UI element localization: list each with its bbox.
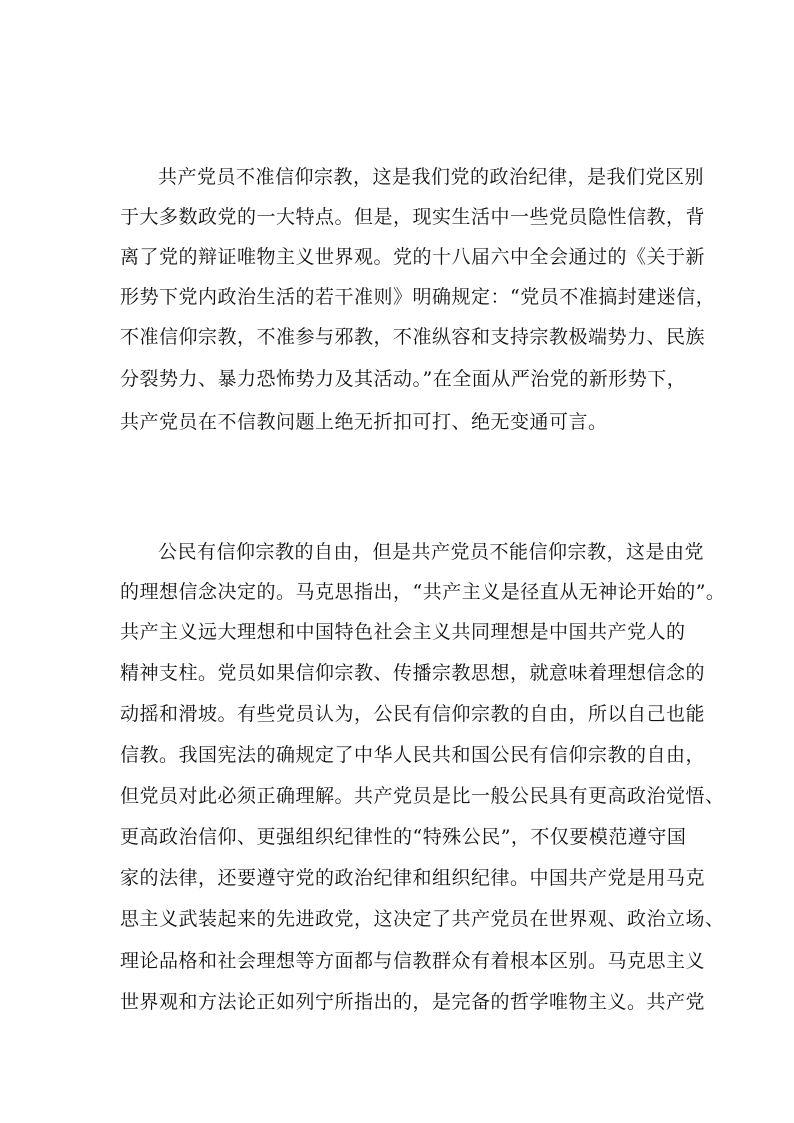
paragraph-1-line-3: 离了党的辩证唯物主义世界观。党的十八届六中全会通过的《关于新 — [120, 246, 706, 268]
paragraph-1-line-1: 共产党员不准信仰宗教，这是我们党的政治纪律，是我们党区别 — [158, 166, 705, 188]
paragraph-2-line-4: 精神支柱。党员如果信仰宗教、传播宗教思想，就意味着理想信念的 — [120, 662, 706, 684]
paragraph-2-line-6: 信教。我国宪法的确规定了中华人民共和国公民有信仰宗教的自由， — [120, 744, 706, 766]
paragraph-2-line-10: 思主义武装起来的先进政党，这决定了共产党员在世界观、政治立场、 — [120, 908, 725, 930]
paragraph-1-line-7: 共产党员在不信教问题上绝无折扣可打、绝无变通可言。 — [120, 411, 608, 433]
paragraph-2-line-2: 的理想信念决定的。马克思指出，“共产主义是径直从无神论开始的”。 — [120, 581, 726, 603]
paragraph-2-line-8: 更高政治信仰、更强组织纪律性的“特殊公民”，不仅要模范遵守国 — [120, 826, 687, 848]
paragraph-1-line-4: 形势下党内政治生活的若干准则》明确规定：“党员不准搞封建迷信， — [120, 286, 716, 308]
paragraph-2-line-11: 理论品格和社会理想等方面都与信教群众有着根本区别。马克思主义 — [120, 950, 706, 972]
paragraph-1-line-5: 不准信仰宗教，不准参与邪教，不准纵容和支持宗教极端势力、民族 — [120, 326, 706, 348]
paragraph-2-line-3: 共产主义远大理想和中国特色社会主义共同理想是中国共产党人的 — [120, 621, 686, 643]
paragraph-2-line-12: 世界观和方法论正如列宁所指出的，是完备的哲学唯物主义。共产党 — [120, 991, 706, 1013]
paragraph-2-line-9: 家的法律，还要遵守党的政治纪律和组织纪律。中国共产党是用马克 — [120, 867, 706, 889]
paragraph-2-line-5: 动摇和滑坡。有些党员认为，公民有信仰宗教的自由，所以自己也能 — [120, 703, 706, 725]
paragraph-2-line-1: 公民有信仰宗教的自由，但是共产党员不能信仰宗教，这是由党 — [158, 541, 705, 563]
paragraph-2-line-7: 但党员对此必须正确理解。共产党员是比一般公民具有更高政治觉悟、 — [120, 785, 725, 807]
paragraph-1-line-6: 分裂势力、暴力恐怖势力及其活动。”在全面从严治党的新形势下， — [120, 368, 687, 390]
paragraph-1-line-2: 于大多数政党的一大特点。但是，现实生活中一些党员隐性信教，背 — [120, 206, 706, 228]
